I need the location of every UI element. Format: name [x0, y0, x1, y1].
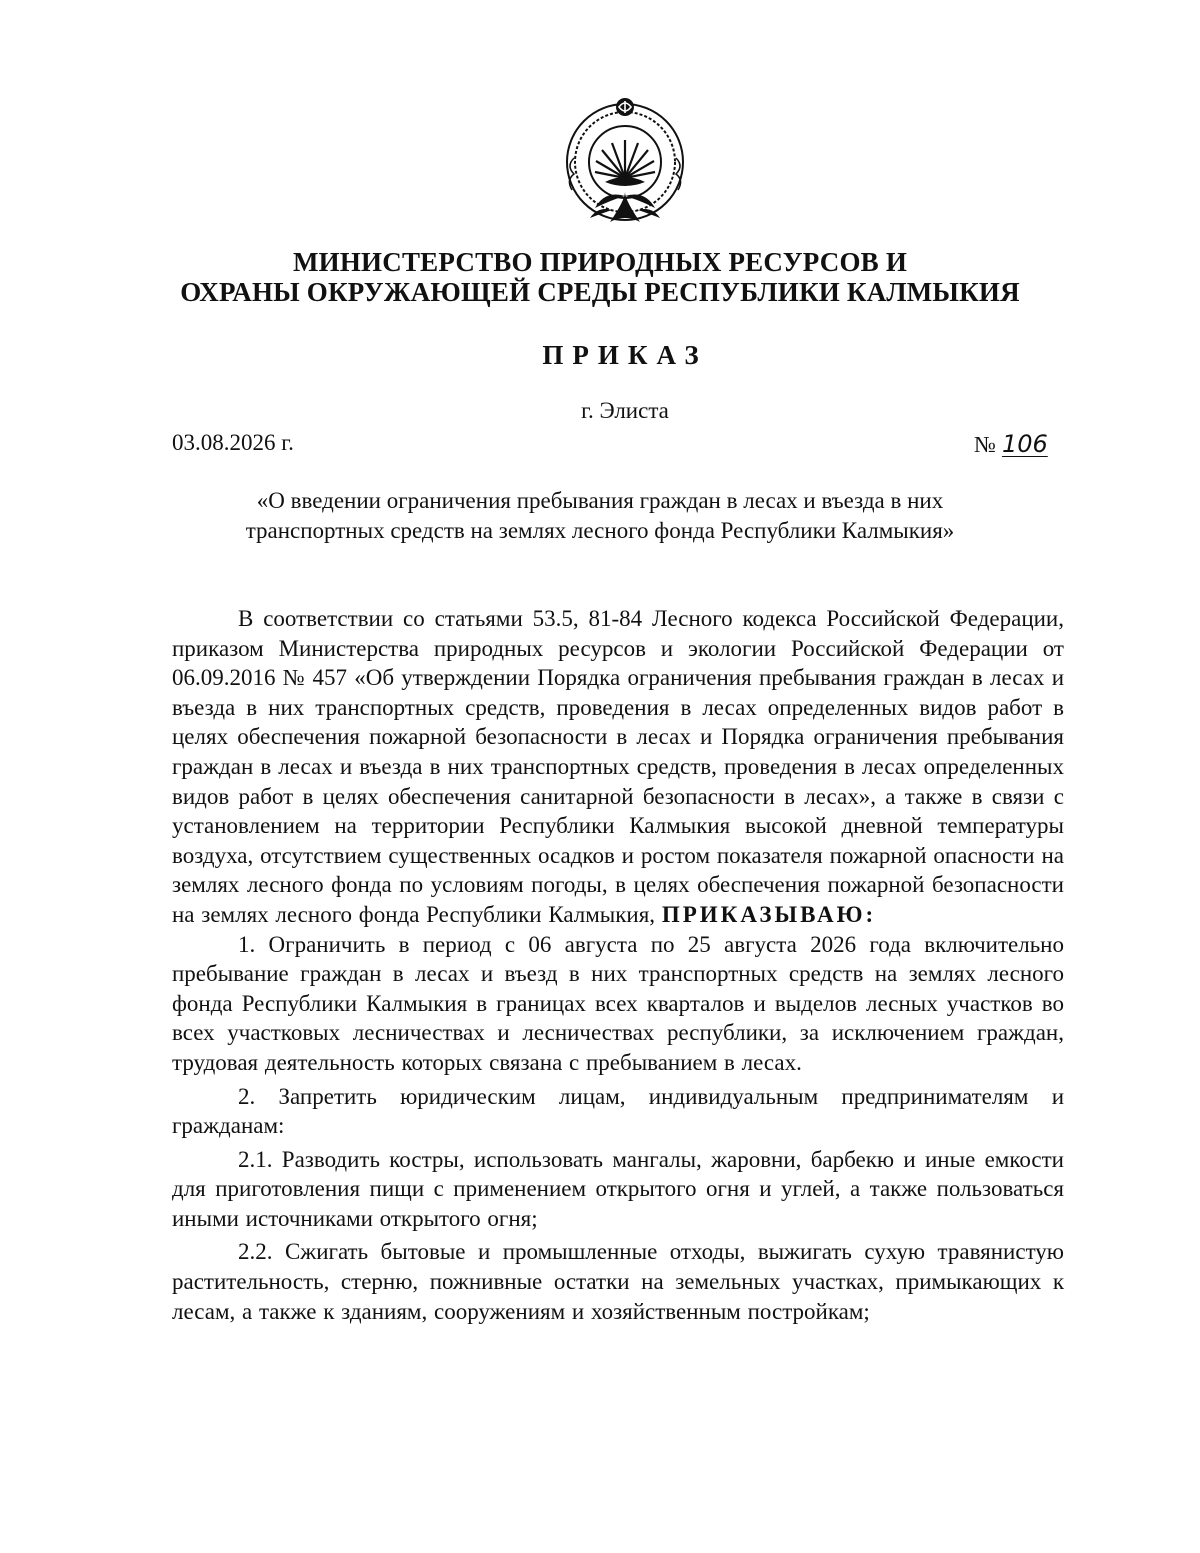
- preamble-paragraph: [172, 604, 1064, 930]
- item-1-paragraph: 1. Ограничить в период с 06 августа по 25 августа 2026 года включительно пребывание граждан в лесах и въезд в них транспортных средств на землях лесного фонда Республики Калмыкия в границах всех кварталов и выделов лесных участков во всех участковых лесничествах и лесничествах республики, за исключением граждан, трудовая деятельность которых связана с пребыванием в лесах.: [172, 931, 1064, 1075]
- coat-of-arms-emblem: [550, 90, 700, 242]
- document-title-line1: «О введении ограничения пребывания граждан в лесах и въезда в них: [256, 488, 944, 513]
- city-label: г. Элиста: [581, 398, 669, 423]
- handwritten-number: 106: [1001, 430, 1048, 458]
- document-number: [974, 430, 1048, 458]
- document-body: [172, 604, 1064, 1326]
- ministry-name-line1: МИНИСТЕРСТВО ПРИРОДНЫХ РЕСУРСОВ И: [292, 247, 908, 277]
- document-type-heading: ПРИКАЗ: [542, 340, 708, 370]
- item-2-paragraph: 2. Запретить юридическим лицам, индивидуальным предпринимателям и гражданам:: [172, 1083, 1064, 1139]
- document-title-line2: транспортных средств на землях лесного фонда Республики Калмыкия»: [245, 518, 955, 543]
- document-date: 03.08.2026 г.: [172, 430, 294, 455]
- item-2-1-paragraph: 2.1. Разводить костры, использовать мангалы, жаровни, барбекю и иные емкости для приготовления пищи с применением открытого огня и углей, а также пользоваться иными источниками открытого огня;: [172, 1146, 1064, 1231]
- item-2-2-paragraph: 2.2. Сжигать бытовые и промышленные отходы, выжигать сухую травянистую растительность, стерню, пожнивные остатки на земельных участках, примыкающих к лесам, а также к зданиям, сооружениям и хозяйственным постройкам;: [172, 1239, 1064, 1324]
- preamble-text: В соответствии со статьями 53.5, 81-84 Лесного кодекса Российской Федерации, приказом Министерства природных ресурсов и экологии Российской Федерации от 06.09.2016 № 457 «Об утверждении Порядка ограничения пребывания граждан в лесах и въезда в них транспортных средств, проведения в лесах определенных видов работ в целях обеспечения пожарной безопасности в лесах и Порядка ограничения пребывания граждан в лесах и въезда в них транспортных средств, проведения в лесах определенных видов работ в целях обеспечения санитарной безопасности в лесах», а также в связи с установлением на территории Республики Калмыкия высокой дневной температуры воздуха, отсутствием существенных осадков и ростом показателя пожарной опасности на землях лесного фонда по условиям погоды, в целях обеспечения пожарной безопасности на землях лесного фонда Республики Калмыкия,: [172, 606, 1064, 927]
- ministry-name-line2: ОХРАНЫ ОКРУЖАЮЩЕЙ СРЕДЫ РЕСПУБЛИКИ КАЛМЫКИЯ: [180, 277, 1020, 307]
- decree-word: ПРИКАЗЫВАЮ:: [661, 901, 877, 927]
- number-prefix: №: [974, 432, 996, 457]
